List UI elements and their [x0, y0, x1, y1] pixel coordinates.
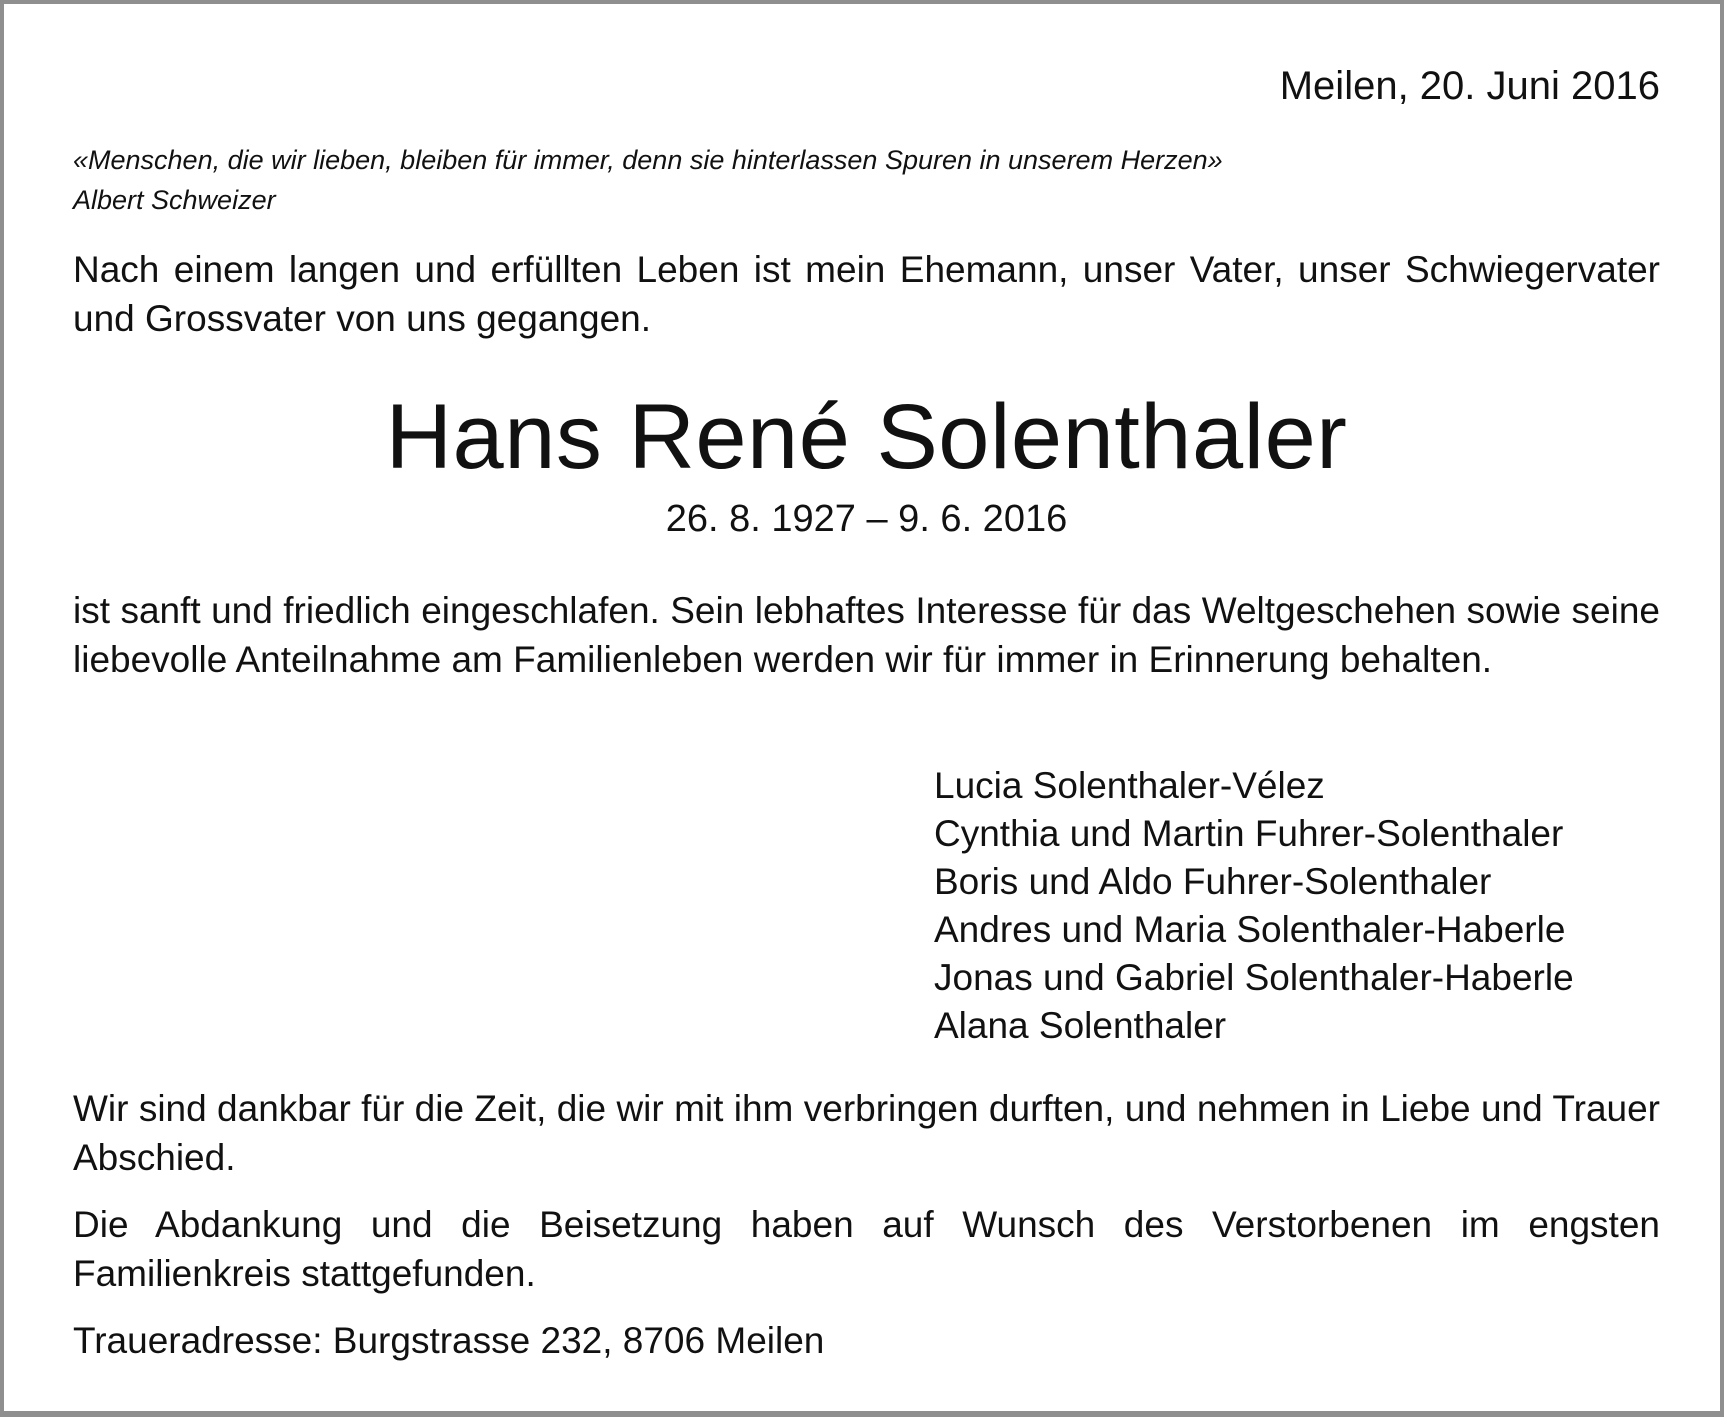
life-dates: 26. 8. 1927 – 9. 6. 2016 [665, 498, 1068, 540]
mourner-item: Lucia Solenthaler-Vélez [934, 765, 1325, 806]
mourners-list [934, 762, 1574, 1050]
thanks-paragraph: Wir sind dankbar für die Zeit, die wir mit ihm verbringen durften, und nehmen in Liebe und Trauer Abschied. [73, 1088, 1660, 1178]
mourner-item: Andres und Maria Solenthaler-Haberle [934, 909, 1566, 950]
quote-text: «Menschen, die wir lieben, bleiben für immer, denn sie hinterlassen Spuren in unserem Herzen» [73, 145, 1223, 175]
body-paragraph: ist sanft und friedlich eingeschlafen. Sein lebhaftes Interesse für das Weltgeschehen sowie seine liebevolle Anteilnahme am Familienleben werden wir für immer in Erinnerung behalten. [73, 590, 1660, 680]
deceased-name: Hans René Solenthaler [385, 386, 1348, 488]
mourner-item: Alana Solenthaler [934, 1005, 1227, 1046]
place-date: Meilen, 20. Juni 2016 [1279, 64, 1660, 108]
mourner-item: Cynthia und Martin Fuhrer-Solenthaler [934, 813, 1564, 854]
intro-paragraph: Nach einem langen und erfüllten Leben ist mein Ehemann, unser Vater, unser Schwiegervater und Grossvater von uns gegangen. [73, 249, 1660, 339]
ceremony-paragraph: Die Abdankung und die Beisetzung haben auf Wunsch des Verstorbenen im engsten Familienkreis stattgefunden. [73, 1204, 1660, 1294]
quote-author: Albert Schweizer [73, 185, 276, 215]
mourner-item: Jonas und Gabriel Solenthaler-Haberle [934, 957, 1574, 998]
mourning-address: Traueradresse: Burgstrasse 232, 8706 Meilen [73, 1320, 825, 1361]
mourner-item: Boris und Aldo Fuhrer-Solenthaler [934, 861, 1492, 902]
